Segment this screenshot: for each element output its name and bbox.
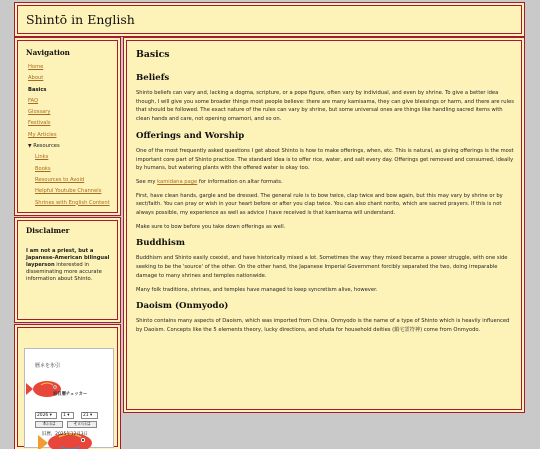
calendar-widget: [24, 348, 114, 448]
page-title: Basics: [136, 49, 170, 60]
section-offerings: [136, 131, 516, 232]
nav-link-my-articles[interactable]: My Articles: [28, 131, 57, 138]
nav-item-basics[interactable]: [28, 85, 118, 96]
navigation-box: [17, 40, 118, 213]
section-buddhism: [136, 238, 516, 294]
calendar-subtitle: Ⓜ日曆チェッカー: [53, 392, 88, 397]
nav-item-shrines-english[interactable]: [28, 198, 118, 209]
kamidana-page-link[interactable]: kamidana page: [157, 178, 198, 185]
see-suffix: for information on altar formats.: [197, 178, 283, 185]
paragraph: Shinto beliefs can vary and, lacking a dogma, scripture, or a pope figure, often vary by individual, and even by shrine. To give a better idea though, I will give you some broader things most people believe: there are many kamisama, they can give blessings or harm, and there are rules that should be followed. The exact nature of the rules can vary by shrine, but some universal ones are things like handling sacred items with clean hands and care, not opening omamori, and so on.: [136, 90, 514, 123]
disclaimer-body-text: interested in disseminating more accurate information about Shinto.: [26, 262, 102, 282]
nav-item-my-articles[interactable]: [28, 130, 118, 141]
nav-item-festivals[interactable]: [28, 118, 118, 129]
nav-link-about[interactable]: About: [28, 75, 44, 82]
nav-item-about[interactable]: [28, 73, 118, 84]
nav-item-home[interactable]: [28, 62, 118, 73]
nav-link-home[interactable]: Home: [28, 64, 44, 70]
nav-group-resources[interactable]: [28, 141, 118, 152]
calendar-box: [17, 327, 118, 447]
month-value: 1: [63, 413, 66, 418]
nav-link-glossary[interactable]: Glossary: [28, 109, 51, 116]
nav-item-youtube-channels[interactable]: [28, 186, 118, 197]
nav-list: [28, 62, 118, 209]
nav-link-books[interactable]: Books: [35, 165, 51, 172]
paragraph: Buddhism and Shinto easily coexist, and have historically mixed a lot. Sometimes the way they mixed became a power struggle, with one side seeking to be the 'source' of the other. On the other hand, the Japanese Imperial Government forcibly separated the two, doing irreparable damage to many shrines and temples nationwide.: [136, 255, 508, 279]
nav-item-faq[interactable]: [28, 96, 118, 107]
month-select[interactable]: 1 ▾: [61, 412, 74, 419]
day-value: 21: [83, 413, 89, 418]
sidebar: [17, 40, 118, 437]
nav-item-books[interactable]: [28, 164, 118, 175]
section-title-buddhism: Buddhism: [136, 238, 185, 249]
nav-link-basics[interactable]: Basics: [28, 86, 47, 93]
other-day-button[interactable]: その日は: [67, 421, 97, 428]
lunar-date: 旧暦、2025年12月3日: [42, 432, 88, 437]
main-content: [126, 40, 522, 410]
nav-link-faq[interactable]: FAQ: [28, 97, 39, 104]
section-title-offerings: Offerings and Worship: [136, 130, 245, 141]
nav-link-resources-to-avoid[interactable]: Resources to Avoid: [35, 176, 85, 183]
site-title[interactable]: Shintō in English: [26, 12, 135, 27]
nav-item-glossary[interactable]: [28, 107, 118, 118]
section-beliefs: [136, 73, 516, 124]
paragraph: First, have clean hands, gargle and be dressed. The general rule is to bow twice, clap twice and bow again, but this may vary by shrine or by sect/faith. You can pray or wish in your heart before or after you clap twice. You can also chant norito, which are sacred prayers. If this is not always possible, my experience as well as advice I have received is that kamisama will understand.: [136, 192, 503, 217]
disclaimer-box: [17, 220, 118, 320]
disclaimer-title: Disclaimer: [26, 226, 70, 235]
today-button[interactable]: 本日は: [35, 421, 63, 428]
year-value: 2026: [37, 413, 49, 418]
nav-group-resources-label[interactable]: Resources: [33, 143, 60, 150]
nav-link-shrines-english[interactable]: Shrines with English Content: [35, 199, 110, 206]
section-daoism: [136, 301, 516, 334]
paragraph: Many folk traditions, shrines, and temples have managed to keep syncretism alive, however.: [136, 286, 378, 293]
year-select[interactable]: 2026 ▾: [35, 412, 57, 419]
see-prefix: See my: [136, 178, 158, 185]
see-kamidana-paragraph: [136, 178, 516, 187]
nav-link-festivals[interactable]: Festivals: [28, 120, 51, 127]
navigation-title: Navigation: [26, 48, 70, 57]
nav-link-links[interactable]: Links: [35, 154, 49, 161]
site-header: [17, 5, 522, 34]
nav-link-youtube-channels[interactable]: Helpful Youtube Channels: [35, 188, 102, 195]
day-select[interactable]: 21 ▾: [81, 412, 98, 419]
caret-down-icon[interactable]: ▼: [28, 144, 32, 150]
section-title-daoism: Daoism (Onmyodo): [136, 301, 229, 312]
calendar-title: 暦ネを氷引: [35, 363, 61, 369]
nav-item-links[interactable]: [28, 152, 118, 163]
paragraph: Shinto contains many aspects of Daoism, which was imported from China. Onmyodo is the name of a type of Shinto which is heavily influenced by Daoism. Concepts like the 5 elements theory, lucky directions, and ofuda for household deities (鎮宅霊符神) come from Onmyodo.: [136, 318, 510, 333]
paragraph: Make sure to bow before you take down offerings as well.: [136, 223, 286, 230]
nav-item-resources-to-avoid[interactable]: [28, 175, 118, 186]
disclaimer-bold-text: I am not a priest, but a Japanese-American bilingual layperson: [26, 248, 110, 268]
section-title-beliefs: Beliefs: [136, 73, 170, 83]
paragraph: One of the most frequently asked questions I get about Shinto is how to make offerings, when, etc. This is natural, as giving offerings is the most important core part of Shinto practice. The standard idea is to offer rice, water, and salt every day. Offerings get removed and consumed, ideally by humans, but watering plants with the offered water is okay too.: [136, 147, 514, 172]
disclaimer-text: [26, 248, 114, 283]
